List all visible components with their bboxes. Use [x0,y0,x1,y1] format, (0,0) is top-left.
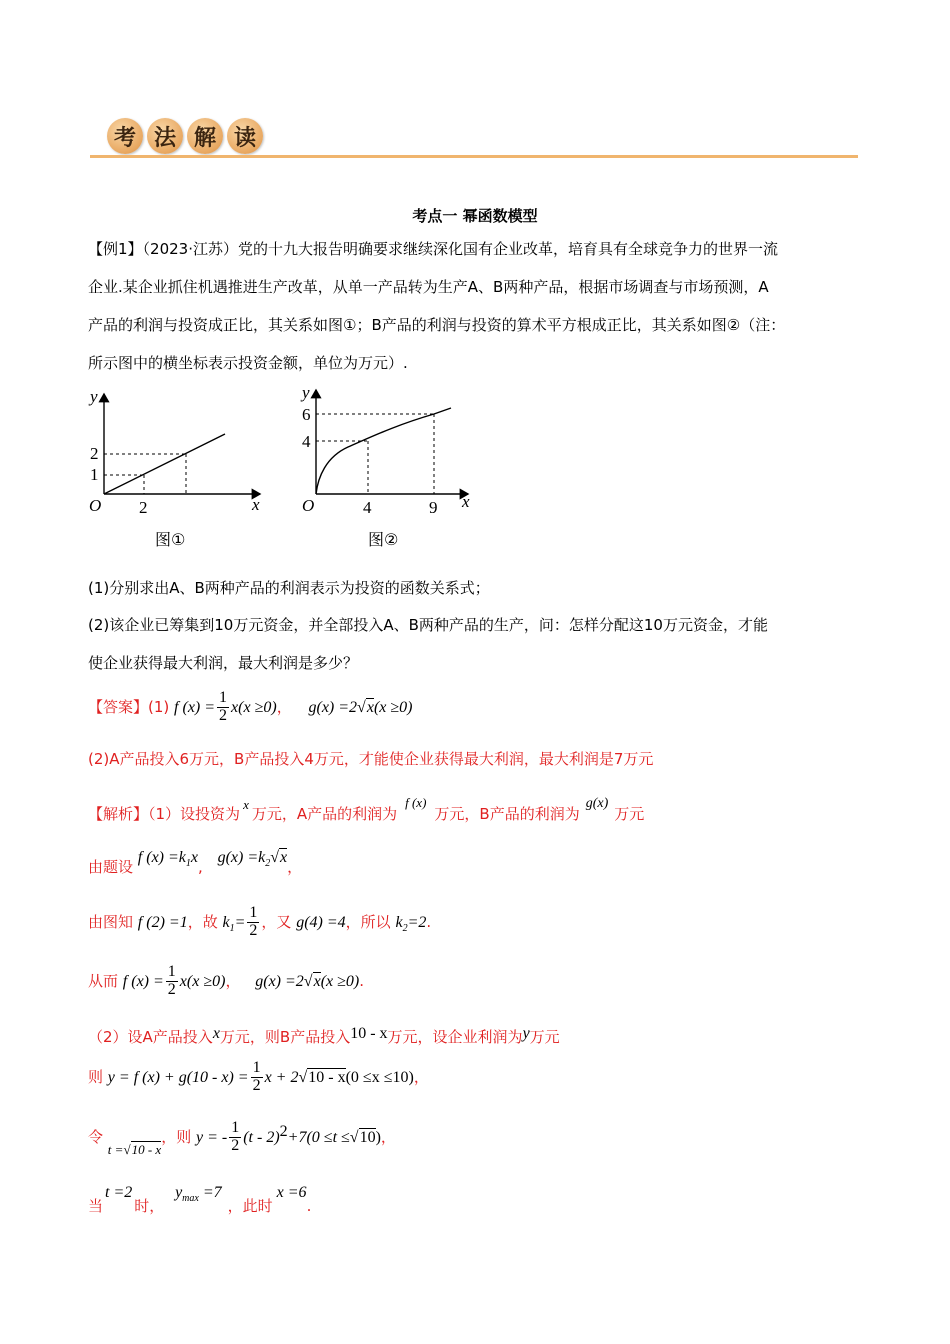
analysis-l6-sqrt: 10 - x [308,1068,346,1086]
fig2-x-label: x [462,492,470,511]
analysis-l1-b: 万元，A产品的利润为 [251,805,398,823]
analysis-l7-half-num: 1 [231,1119,240,1136]
answer-label: 【答案】 [88,697,149,716]
analysis-l2-g-x: x [280,849,288,866]
question-2-line-2: 使企业获得最大利润，最大利润是多少？ [88,654,359,672]
analysis-l3-c: ，又 [261,912,292,931]
analysis-l7-b: ，则 [161,1127,192,1146]
banner-underline [90,155,858,158]
analysis-l4-frest: x(x ≥0) [179,972,226,990]
analysis-line-3 [88,905,431,940]
answer-g-a: g(x) =2 [308,698,358,716]
analysis-l8-y7: =7 [202,1184,222,1201]
analysis-l4-half [166,964,178,999]
analysis-l4-half-den: 2 [167,980,176,998]
answer-g-c: (x ≥0) [373,698,413,716]
analysis-l3-eq: = [234,913,246,931]
analysis-line-8 [88,1183,311,1216]
answer-part-1 [88,690,412,725]
answer-half [217,690,229,725]
analysis-l2-g: $g(x) =k_2√x$ [217,849,288,870]
analysis-l4-f: f (x) = [122,972,164,990]
analysis-l7-rest: (t - 2) [243,1128,280,1146]
analysis-line-1 [88,795,644,824]
answer-f-rhs: x(x ≥0) [231,698,277,716]
analysis-l7-close: ) [375,1128,381,1146]
fig2-x-tick-4: 4 [363,498,372,517]
analysis-l2-f [137,849,199,870]
figure-2-graph [296,382,486,562]
analysis-l2-g-sub: 2 [265,858,271,870]
analysis-l7-rest2: +7(0 ≤t ≤ [287,1128,350,1146]
question-2-line-1: (2)该企业已筹集到10万元资金，并全部投入A、B两种产品的生产，问：怎样分配这10万元资金，才能 [88,616,768,634]
analysis-l4-g-a: g(x) =2 [255,972,304,990]
analysis-l7-y: y = - [195,1128,228,1146]
fig1-line [104,434,225,494]
fig2-y-label: y [302,383,310,402]
analysis-l8-c: ，此时 [227,1197,273,1215]
analysis-l3-half-num: 1 [249,904,258,921]
fig1-x-tick-2: 2 [139,498,148,517]
analysis-line-2: 由题设 f $(x) =k_1x$, $g(x) =k_2√x$， [88,849,303,876]
problem-line-1: 【例1】（2023·江苏）党的十九大报告明确要求继续深化国有企业改革，培育具有全球竞争力的世界一流 [88,240,778,258]
analysis-l4-end: . [359,971,365,990]
analysis-label: 【解析】 [88,805,149,823]
analysis-l1-gx: g(x) [585,796,609,811]
analysis-l8-end: . [306,1197,312,1215]
answer-part1-prefix: (1) [148,697,170,716]
analysis-l8-ymax [175,1184,222,1205]
analysis-l1-x: x [243,797,249,812]
fig2-origin: O [302,496,315,515]
answer-half-num: 1 [219,689,228,706]
answer-g: g(x) =2√x(x ≥0) [308,698,413,716]
analysis-l3-k2 [395,913,427,934]
banner-char-2: 法 [147,118,183,154]
fig1-y-label: y [90,387,98,406]
analysis-l5-d: 万元 [529,1028,560,1046]
analysis-l4-a: 从而 [88,971,119,990]
problem-line-2: 企业.某企业抓住机遇推进生产改革，从单一产品转为生产A、B两种产品，根据市场调查与市场预测，A [88,278,769,296]
analysis-l7-a: 令 [88,1127,104,1146]
analysis-l5-y: y [522,1025,530,1042]
analysis-line-6: 则 y = f (x) + g(10 - x) = $\frac{1}{2}$ x + 2√10 - x(0 ≤x ≤10)， [88,1059,429,1094]
banner-char-4: 读 [227,118,263,154]
analysis-l3-k1-sub: 1 [229,922,235,934]
analysis-l8-x: x =6 [276,1184,307,1201]
fig1-y-tick-2: 2 [90,444,99,463]
analysis-l8-b: 时， [134,1197,165,1215]
analysis-l2-end: ， [287,858,303,876]
analysis-l1-a: （1）设投资为 [148,805,241,823]
analysis-l7-half [229,1120,241,1155]
banner-char-1: 考 [107,118,143,154]
analysis-l4-g-c: (x ≥0) [320,972,360,990]
fig1-y-tick-1: 1 [90,465,99,484]
analysis-l3-f: f (2) =1 [137,913,188,931]
analysis-l6-end: ， [413,1067,429,1086]
section-banner [107,118,263,158]
analysis-l5-c: 万元，设企业利润为 [387,1028,523,1046]
analysis-l2-f-x: x [190,849,199,866]
analysis-l8-ymax-sub: max [182,1193,199,1205]
analysis-l1-c: 万元，B产品的利润为 [434,805,580,823]
analysis-l7-t: t =√10 - x [107,1141,162,1157]
analysis-l6-rest1: x + 2 [264,1068,299,1086]
analysis-l6-half [251,1060,263,1095]
analysis-l1-d: 万元 [614,805,645,823]
analysis-l7-s10: 10 [359,1128,376,1146]
analysis-line-4: 从而 f (x) = $\frac{1}{2}$ x(x ≥0)， g(x) =2√x(x ≥0). [88,963,365,998]
fig1-x-label: x [252,495,260,514]
analysis-l2-g-a: g(x) =k [217,849,266,866]
analysis-l6-a: 则 [88,1067,104,1086]
analysis-l5-x: x [212,1025,220,1042]
fig2-x-tick-9: 9 [429,498,438,517]
fig2-caption: 图② [368,530,399,549]
analysis-l8-y: y [175,1184,183,1201]
analysis-l3-k2-v: =2 [407,913,427,931]
analysis-l3-half [247,905,259,940]
problem-statement [88,230,863,382]
analysis-l1-fx: f (x) [405,795,427,810]
analysis-l3-g: g(4) =4 [296,913,346,931]
analysis-line-7: 令 t =√10 - x，则 y = - $\frac{1}{2}$ (t - 2)$^2$+7(0 ≤t ≤√10)， [88,1119,396,1157]
analysis-l2-f-sub: 1 [185,858,191,870]
analysis-l6-y: y = f (x) + g(10 - x) = [107,1068,249,1086]
fig1-origin: O [89,496,102,515]
analysis-l7-sq: 2 [279,1122,288,1140]
analysis-l3-k1-a: k [222,913,230,931]
analysis-l8-a: 当 [88,1197,104,1215]
analysis-l7-half-den: 2 [231,1136,240,1154]
answer-part-2: (2)A产品投入6万元，B产品投入4万元，才能使企业获得最大利润，最大利润是7万元 [88,750,654,768]
figure-1-graph [80,382,270,562]
analysis-l5-10x: 10 - x [350,1025,388,1042]
answer-comma: ， [276,697,292,716]
analysis-l6-rest2: (0 ≤x ≤10) [345,1068,414,1086]
problem-line-3: 产品的利润与投资成正比，其关系如图①；B产品的利润与投资的算术平方根成正比，其关系如图②（注： [88,316,786,334]
problem-line-4: 所示图中的横坐标表示投资金额，单位为万元）. [88,354,408,372]
analysis-l6-half-num: 1 [252,1059,261,1076]
answer-half-den: 2 [219,706,228,724]
analysis-l3-k1 [222,913,246,934]
analysis-l3-a: 由图知 [88,912,134,931]
analysis-l3-k2-a: k [395,913,403,931]
analysis-l7-t-a: t = [107,1141,124,1157]
analysis-l3-half-den: 2 [249,921,258,939]
analysis-l5-b: 万元，则B产品投入 [219,1028,351,1046]
fig2-y-tick-4: 4 [302,432,311,451]
fig2-curve [316,408,451,494]
analysis-l2-f-a: f (x) =k [137,849,186,866]
analysis-l3-end: . [426,912,432,931]
analysis-l5-a: （2）设A产品投入 [88,1028,213,1046]
fig2-y-tick-6: 6 [302,405,311,424]
analysis-l3-b: ，故 [187,912,218,931]
answer-g-b: x [366,698,374,716]
fig1-caption: 图① [155,530,186,549]
analysis-l4-g: g(x) =2√x(x ≥0) [255,972,360,990]
analysis-l8-t: t =2 [105,1184,133,1201]
analysis-l7-end: ， [380,1127,396,1146]
analysis-l3-d: ，所以 [345,912,391,931]
question-1: (1)分别求出A、B两种产品的利润表示为投资的函数关系式； [88,579,490,597]
analysis-l4-g-b: x [313,972,321,990]
analysis-line-5 [88,1025,560,1047]
analysis-l2-a: 由题设 [88,858,134,876]
banner-char-3: 解 [187,118,223,154]
section-title: 考点一 幂函数模型 [412,207,538,225]
answer-f-lhs: f (x) = [174,698,216,716]
analysis-l3-k2-sub: 2 [402,922,408,934]
analysis-l6-half-den: 2 [252,1076,261,1094]
analysis-l4-half-num: 1 [167,963,176,980]
analysis-l7-t-sqrt: 10 - x [131,1141,162,1157]
